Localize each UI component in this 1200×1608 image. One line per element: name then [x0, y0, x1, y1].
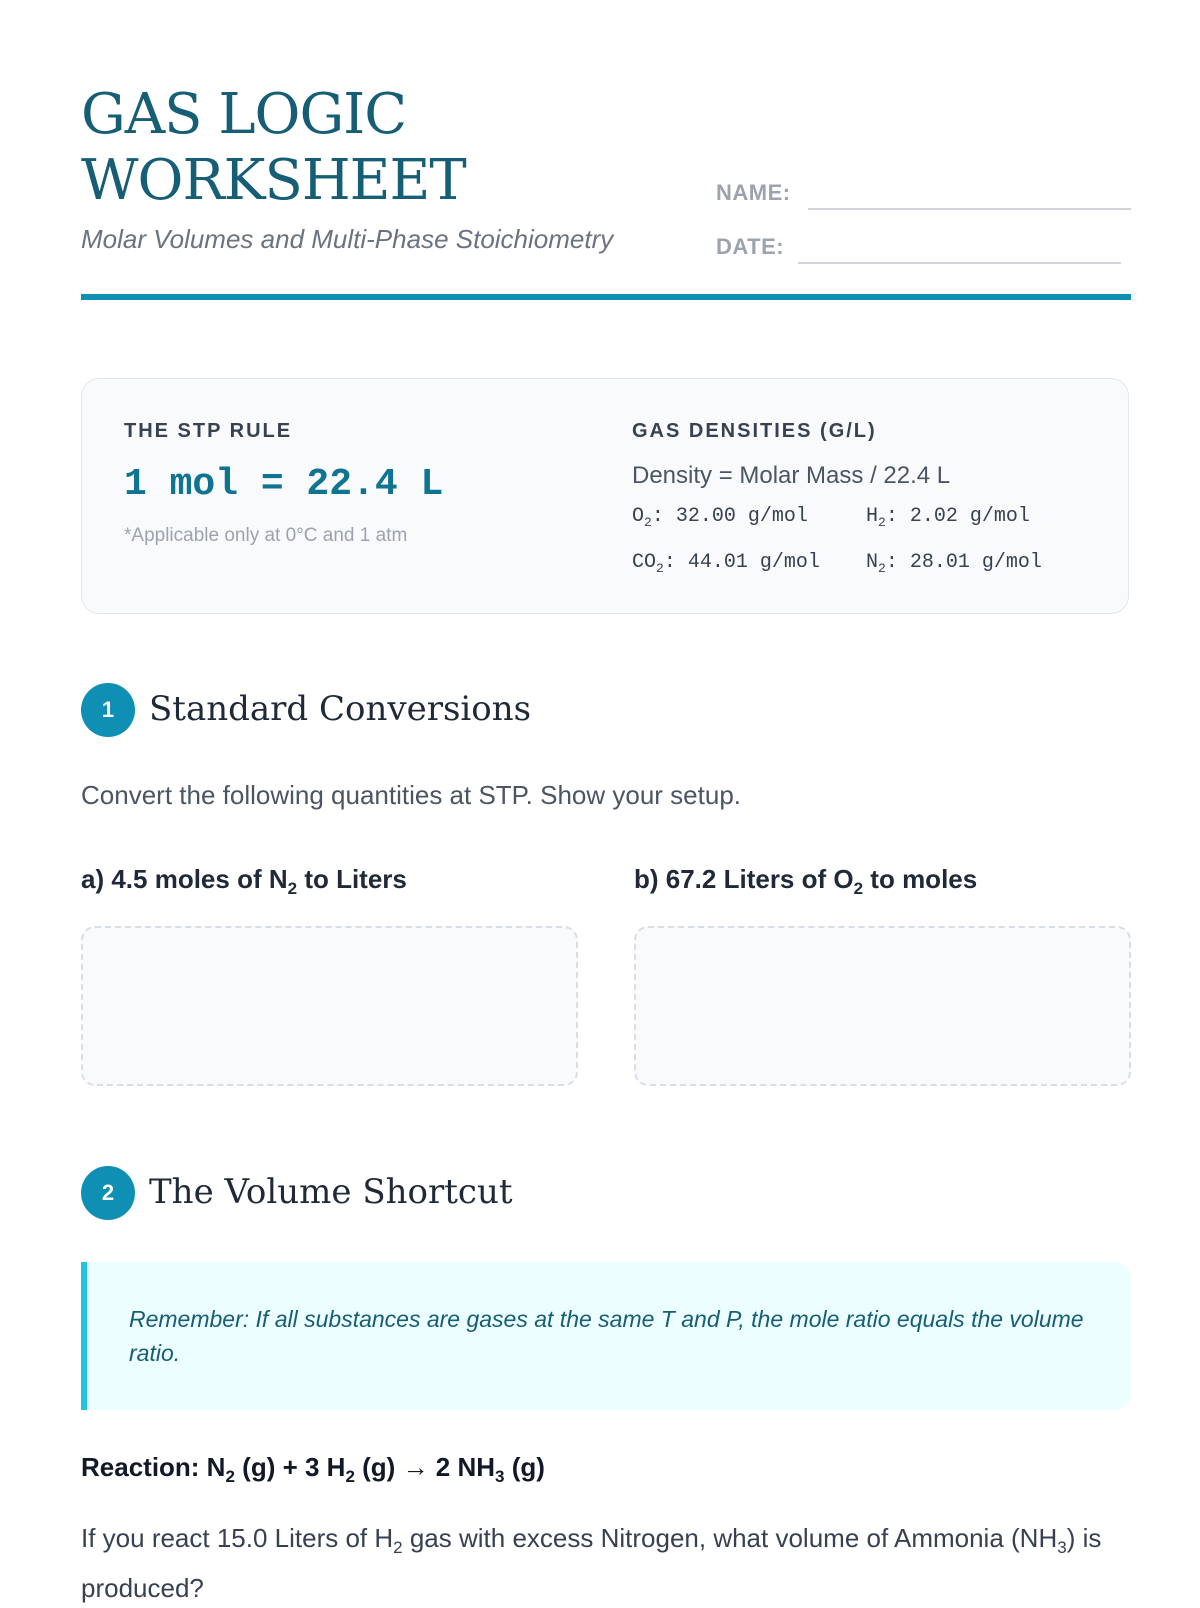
worksheet-page [81, 0, 1131, 1604]
problem-statement [81, 1518, 1131, 1608]
gas-subscript: 2 [878, 561, 886, 576]
reference-box [81, 378, 1129, 614]
section-number-badge: 2 [81, 1166, 135, 1220]
section-title: Standard Conversions [149, 689, 532, 729]
problem-text: ) is produced? [81, 1523, 1102, 1604]
section-number-badge: 1 [81, 683, 135, 737]
gas-mass: : 44.01 g/mol [663, 551, 820, 574]
gas-entry-n2 [866, 549, 1086, 583]
gas-mass: : 2.02 g/mol [885, 505, 1030, 528]
subscript: 3 [1057, 1538, 1067, 1558]
gas-symbol: H [866, 505, 879, 528]
reaction-text: (g) + 3 H [234, 1452, 346, 1482]
gas-subscript: 2 [878, 515, 886, 530]
stp-heading: THE STP RULE [124, 420, 293, 442]
page-subtitle: Molar Volumes and Multi-Phase Stoichiometry [81, 224, 614, 254]
subscript: 2 [393, 1538, 403, 1558]
reaction-equation [81, 1452, 545, 1487]
name-line[interactable] [808, 208, 1131, 210]
gas-mass: : 28.01 g/mol [885, 551, 1042, 574]
title-line-2: WORKSHEET [81, 148, 466, 213]
gas-symbol: N [866, 551, 879, 574]
stp-rule-panel [124, 419, 564, 547]
question-text: b) 67.2 Liters of O [634, 864, 854, 894]
question-text: to Liters [297, 864, 407, 894]
gas-symbol: CO [632, 551, 657, 574]
gas-entry-co2 [632, 549, 866, 583]
date-label: DATE: [716, 234, 785, 259]
molar-mass-list [632, 503, 1102, 583]
problem-text: gas with excess Nitrogen, what volume of Ammonia (NH [402, 1523, 1058, 1553]
reaction-text: Reaction: N [81, 1452, 226, 1482]
gas-densities-panel [632, 419, 1102, 583]
gas-mass: : 32.00 g/mol [651, 505, 808, 528]
name-field[interactable] [716, 170, 1131, 210]
answer-box-a[interactable] [81, 926, 578, 1086]
title-line-1: GAS LOGIC [81, 82, 407, 147]
name-label: NAME: [716, 180, 791, 205]
page-title [81, 82, 681, 214]
question-a-label [81, 864, 407, 899]
section-2-header [81, 1166, 881, 1222]
stp-note: *Applicable only at 0°C and 1 atm [124, 525, 408, 546]
subscript: 2 [853, 879, 864, 899]
reminder-callout [81, 1262, 1131, 1410]
reminder-text: Remember: If all substances are gases at the same T and P, the mole ratio equals the volume ratio. [129, 1306, 1084, 1366]
section-1-header [81, 683, 881, 739]
question-b-label [634, 864, 977, 899]
density-heading: GAS DENSITIES (G/L) [632, 420, 877, 442]
subscript: 3 [495, 1467, 505, 1487]
problem-text: If you react 15.0 Liters of H [81, 1523, 394, 1553]
date-field[interactable] [716, 224, 1131, 264]
header-divider [81, 294, 1131, 300]
section-1-instructions: Convert the following quantities at STP. Show your setup. [81, 780, 742, 810]
subscript: 2 [225, 1467, 235, 1487]
answer-box-b[interactable] [634, 926, 1131, 1086]
question-text: to moles [863, 864, 978, 894]
gas-entry-h2 [866, 503, 1086, 537]
subscript: 2 [345, 1467, 355, 1487]
reaction-text: (g) [504, 1452, 545, 1482]
subscript: 2 [287, 879, 298, 899]
worksheet-header [81, 82, 1131, 302]
stp-formula: 1 mol = 22.4 L [124, 463, 444, 506]
density-formula: Density = Molar Mass / 22.4 L [632, 462, 951, 489]
reaction-text: (g) → 2 NH [354, 1452, 496, 1482]
question-text: a) 4.5 moles of N [81, 864, 288, 894]
date-line[interactable] [798, 262, 1121, 264]
gas-symbol: O [632, 505, 645, 528]
gas-subscript: 2 [656, 561, 664, 576]
section-title: The Volume Shortcut [149, 1172, 513, 1212]
gas-entry-o2 [632, 503, 866, 537]
gas-subscript: 2 [644, 515, 652, 530]
